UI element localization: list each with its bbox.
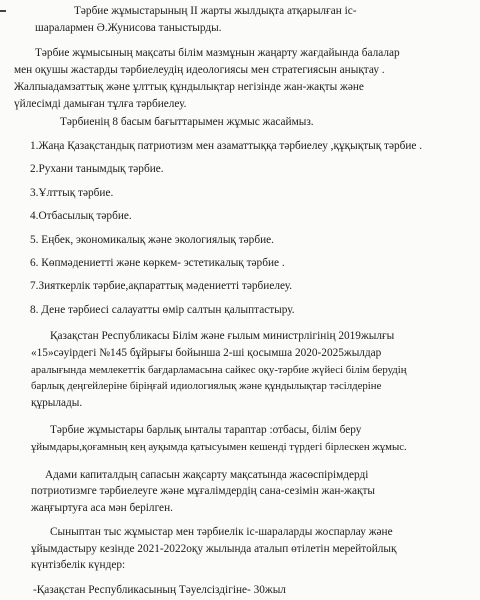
ministry-line-4: барлық деңгейлеріне біріңғай идиологиялық және құндылықтар тәсілдеріне xyxy=(31,380,382,393)
extra-line-1: Сыныптан тыс жұмыстар мен тәрбиелік іс-шараларды жоспарлау және xyxy=(50,526,393,539)
ministry-line-1: Қазақстан Республикасы Білім және ғылым министрлігінің 2019жылғы xyxy=(50,330,395,343)
intro-line-2: шаралармен Ә.Жунисова таныстырды. xyxy=(35,21,222,34)
direction-item: 8. Дене тәрбиесі салауатты өмір салтын қалыптастыру. xyxy=(30,303,295,316)
goal-line-2: мен оқушы жастарды тәрбиелеудің идеологиясы мен стратегиясын анықтау . xyxy=(14,64,385,77)
direction-item: 7.Зияткерлік тәрбие,ақпараттық мәдениетті тәрбиелеу. xyxy=(30,280,293,293)
ministry-line-2: «15»сәуірдегі №145 бұйрығы бойынша 2-ші қосымша 2020-2025жылдар xyxy=(31,347,382,360)
direction-item: 5. Еңбек, экономикалық және экологиялық тәрбие. xyxy=(30,233,274,246)
ministry-line-3: аралығында мемлекеттік бағдарламасына сайкес оқу-тәрбие жүйесі білім берудің xyxy=(31,364,407,377)
capital-line-2: потриотизмге тәрбиелеуге және мұғалімдердің сана-сезімін жан-жақты xyxy=(31,484,376,497)
extra-line-2: ұйымдастыру кезінде 2021-2022оқу жылында аталып өтілетін мерейтойлық xyxy=(31,543,397,556)
direction-item: 4.Отбасылық тәрбие. xyxy=(30,210,132,223)
goal-line-4: үйлесімді дамыған тұлға тәрбиелеу. xyxy=(14,98,187,111)
extra-line-3: күнтізбелік күндер: xyxy=(31,559,126,572)
directions-intro: Тәрбиенің 8 басым бағыттарымен жұмыс жасаймыз. xyxy=(60,116,314,129)
goal-line-1: Тәрбие жұмысының мақсаты білім мазмұнын жаңарту жағдайында балалар xyxy=(35,47,400,60)
capital-line-1: Адами капиталдың сапасын жақсарту мақсатында жасөспірімдерді xyxy=(45,468,369,481)
parties-line-2: ұйымдары,қоғамның кең ауқымда қатысуымен кешенді түрдегі бірлескен жұмыс. xyxy=(31,441,407,454)
capital-line-3: жаңғыртуға аса мән берілген. xyxy=(31,501,173,514)
ministry-line-5: құрылады. xyxy=(31,397,83,410)
direction-item: 1.Жаңа Қазақстандық патриотизм мен азаматтыққа тәрбиелеу ,құқықтық тәрбие . xyxy=(30,139,423,152)
parties-line-1: Тәрбие жұмыстары барлық ынталы тараптар :отбасы, білім беру xyxy=(50,424,362,437)
direction-item: 2.Рухани танымдық тәрбие. xyxy=(30,163,164,176)
direction-item: 3.Ұлттық тәрбие. xyxy=(30,186,114,199)
direction-item: 6. Көпмәдениетті және көркем- эстетикалық тәрбие . xyxy=(30,256,285,269)
goal-line-3: Жалпыадамзаттық және ұлттық құндылықтар негізінде жан-жақты және xyxy=(14,81,364,94)
intro-line-1: Тәрбие жұмыстарының ІІ жарты жылдықта атқарылған іс- xyxy=(74,4,357,17)
date-item: -Қазақстан Республикасының Тәуелсіздігіне- 30жыл xyxy=(33,583,286,596)
